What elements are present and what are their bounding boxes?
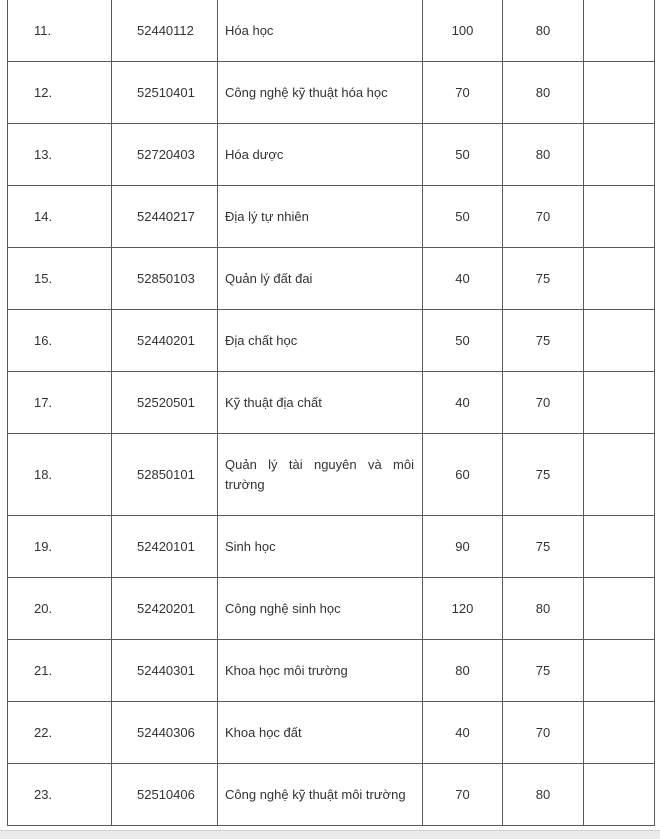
quota-value: 40 <box>423 372 503 434</box>
table-row <box>8 702 655 764</box>
quota-value: 100 <box>423 0 503 62</box>
major-code: 52440201 <box>112 310 218 372</box>
quota-value: 90 <box>423 516 503 578</box>
majors-table-body <box>8 0 655 826</box>
table-row <box>8 248 655 310</box>
row-number: 15. <box>8 248 112 310</box>
score-value: 80 <box>503 62 584 124</box>
row-number: 12. <box>8 62 112 124</box>
row-number: 14. <box>8 186 112 248</box>
major-name: Địa chất học <box>218 310 423 372</box>
major-name: Kỹ thuật địa chất <box>218 372 423 434</box>
major-name: Sinh học <box>218 516 423 578</box>
row-number: 13. <box>8 124 112 186</box>
row-number: 23. <box>8 764 112 826</box>
note-cell <box>584 124 655 186</box>
score-value: 70 <box>503 372 584 434</box>
score-value: 80 <box>503 0 584 62</box>
quota-value: 80 <box>423 640 503 702</box>
row-number: 11. <box>8 0 112 62</box>
note-cell <box>584 578 655 640</box>
major-name: Hóa học <box>218 0 423 62</box>
quota-value: 70 <box>423 62 503 124</box>
note-cell <box>584 640 655 702</box>
quota-value: 40 <box>423 702 503 764</box>
score-value: 75 <box>503 310 584 372</box>
table-row <box>8 640 655 702</box>
table-row <box>8 764 655 826</box>
row-number: 17. <box>8 372 112 434</box>
major-name: Hóa dược <box>218 124 423 186</box>
table-row <box>8 124 655 186</box>
major-name: Công nghệ kỹ thuật hóa học <box>218 62 423 124</box>
row-number: 22. <box>8 702 112 764</box>
table-row <box>8 372 655 434</box>
majors-table-container <box>7 0 654 826</box>
table-row <box>8 434 655 516</box>
table-row <box>8 578 655 640</box>
note-cell <box>584 702 655 764</box>
note-cell <box>584 764 655 826</box>
table-row <box>8 186 655 248</box>
major-name: Công nghệ sinh học <box>218 578 423 640</box>
note-cell <box>584 516 655 578</box>
major-code: 52510406 <box>112 764 218 826</box>
row-number: 16. <box>8 310 112 372</box>
quota-value: 60 <box>423 434 503 516</box>
quota-value: 120 <box>423 578 503 640</box>
row-number: 20. <box>8 578 112 640</box>
row-number: 21. <box>8 640 112 702</box>
major-code: 52440217 <box>112 186 218 248</box>
note-cell <box>584 62 655 124</box>
score-value: 75 <box>503 516 584 578</box>
major-code: 52420201 <box>112 578 218 640</box>
major-code: 52510401 <box>112 62 218 124</box>
major-code: 52850103 <box>112 248 218 310</box>
quota-value: 40 <box>423 248 503 310</box>
score-value: 80 <box>503 124 584 186</box>
major-name: Khoa học đất <box>218 702 423 764</box>
note-cell <box>584 0 655 62</box>
major-code: 52850101 <box>112 434 218 516</box>
major-code: 52440112 <box>112 0 218 62</box>
score-value: 70 <box>503 702 584 764</box>
quota-value: 50 <box>423 124 503 186</box>
quota-value: 50 <box>423 310 503 372</box>
score-value: 80 <box>503 578 584 640</box>
majors-table <box>7 0 655 826</box>
quota-value: 50 <box>423 186 503 248</box>
score-value: 75 <box>503 434 584 516</box>
major-code: 52520501 <box>112 372 218 434</box>
score-value: 80 <box>503 764 584 826</box>
note-cell <box>584 248 655 310</box>
major-code: 52440301 <box>112 640 218 702</box>
major-name: Quản lý tài nguyên và môi trường <box>218 434 423 516</box>
score-value: 75 <box>503 248 584 310</box>
score-value: 75 <box>503 640 584 702</box>
table-row <box>8 62 655 124</box>
table-row <box>8 516 655 578</box>
table-row <box>8 310 655 372</box>
note-cell <box>584 372 655 434</box>
major-code: 52720403 <box>112 124 218 186</box>
major-code: 52420101 <box>112 516 218 578</box>
major-name: Quản lý đất đai <box>218 248 423 310</box>
major-name: Công nghệ kỹ thuật môi trường <box>218 764 423 826</box>
note-cell <box>584 310 655 372</box>
major-name: Địa lý tự nhiên <box>218 186 423 248</box>
score-value: 70 <box>503 186 584 248</box>
row-number: 19. <box>8 516 112 578</box>
quota-value: 70 <box>423 764 503 826</box>
note-cell <box>584 434 655 516</box>
major-name: Khoa học môi trường <box>218 640 423 702</box>
table-row <box>8 0 655 62</box>
row-number: 18. <box>8 434 112 516</box>
major-code: 52440306 <box>112 702 218 764</box>
note-cell <box>584 186 655 248</box>
